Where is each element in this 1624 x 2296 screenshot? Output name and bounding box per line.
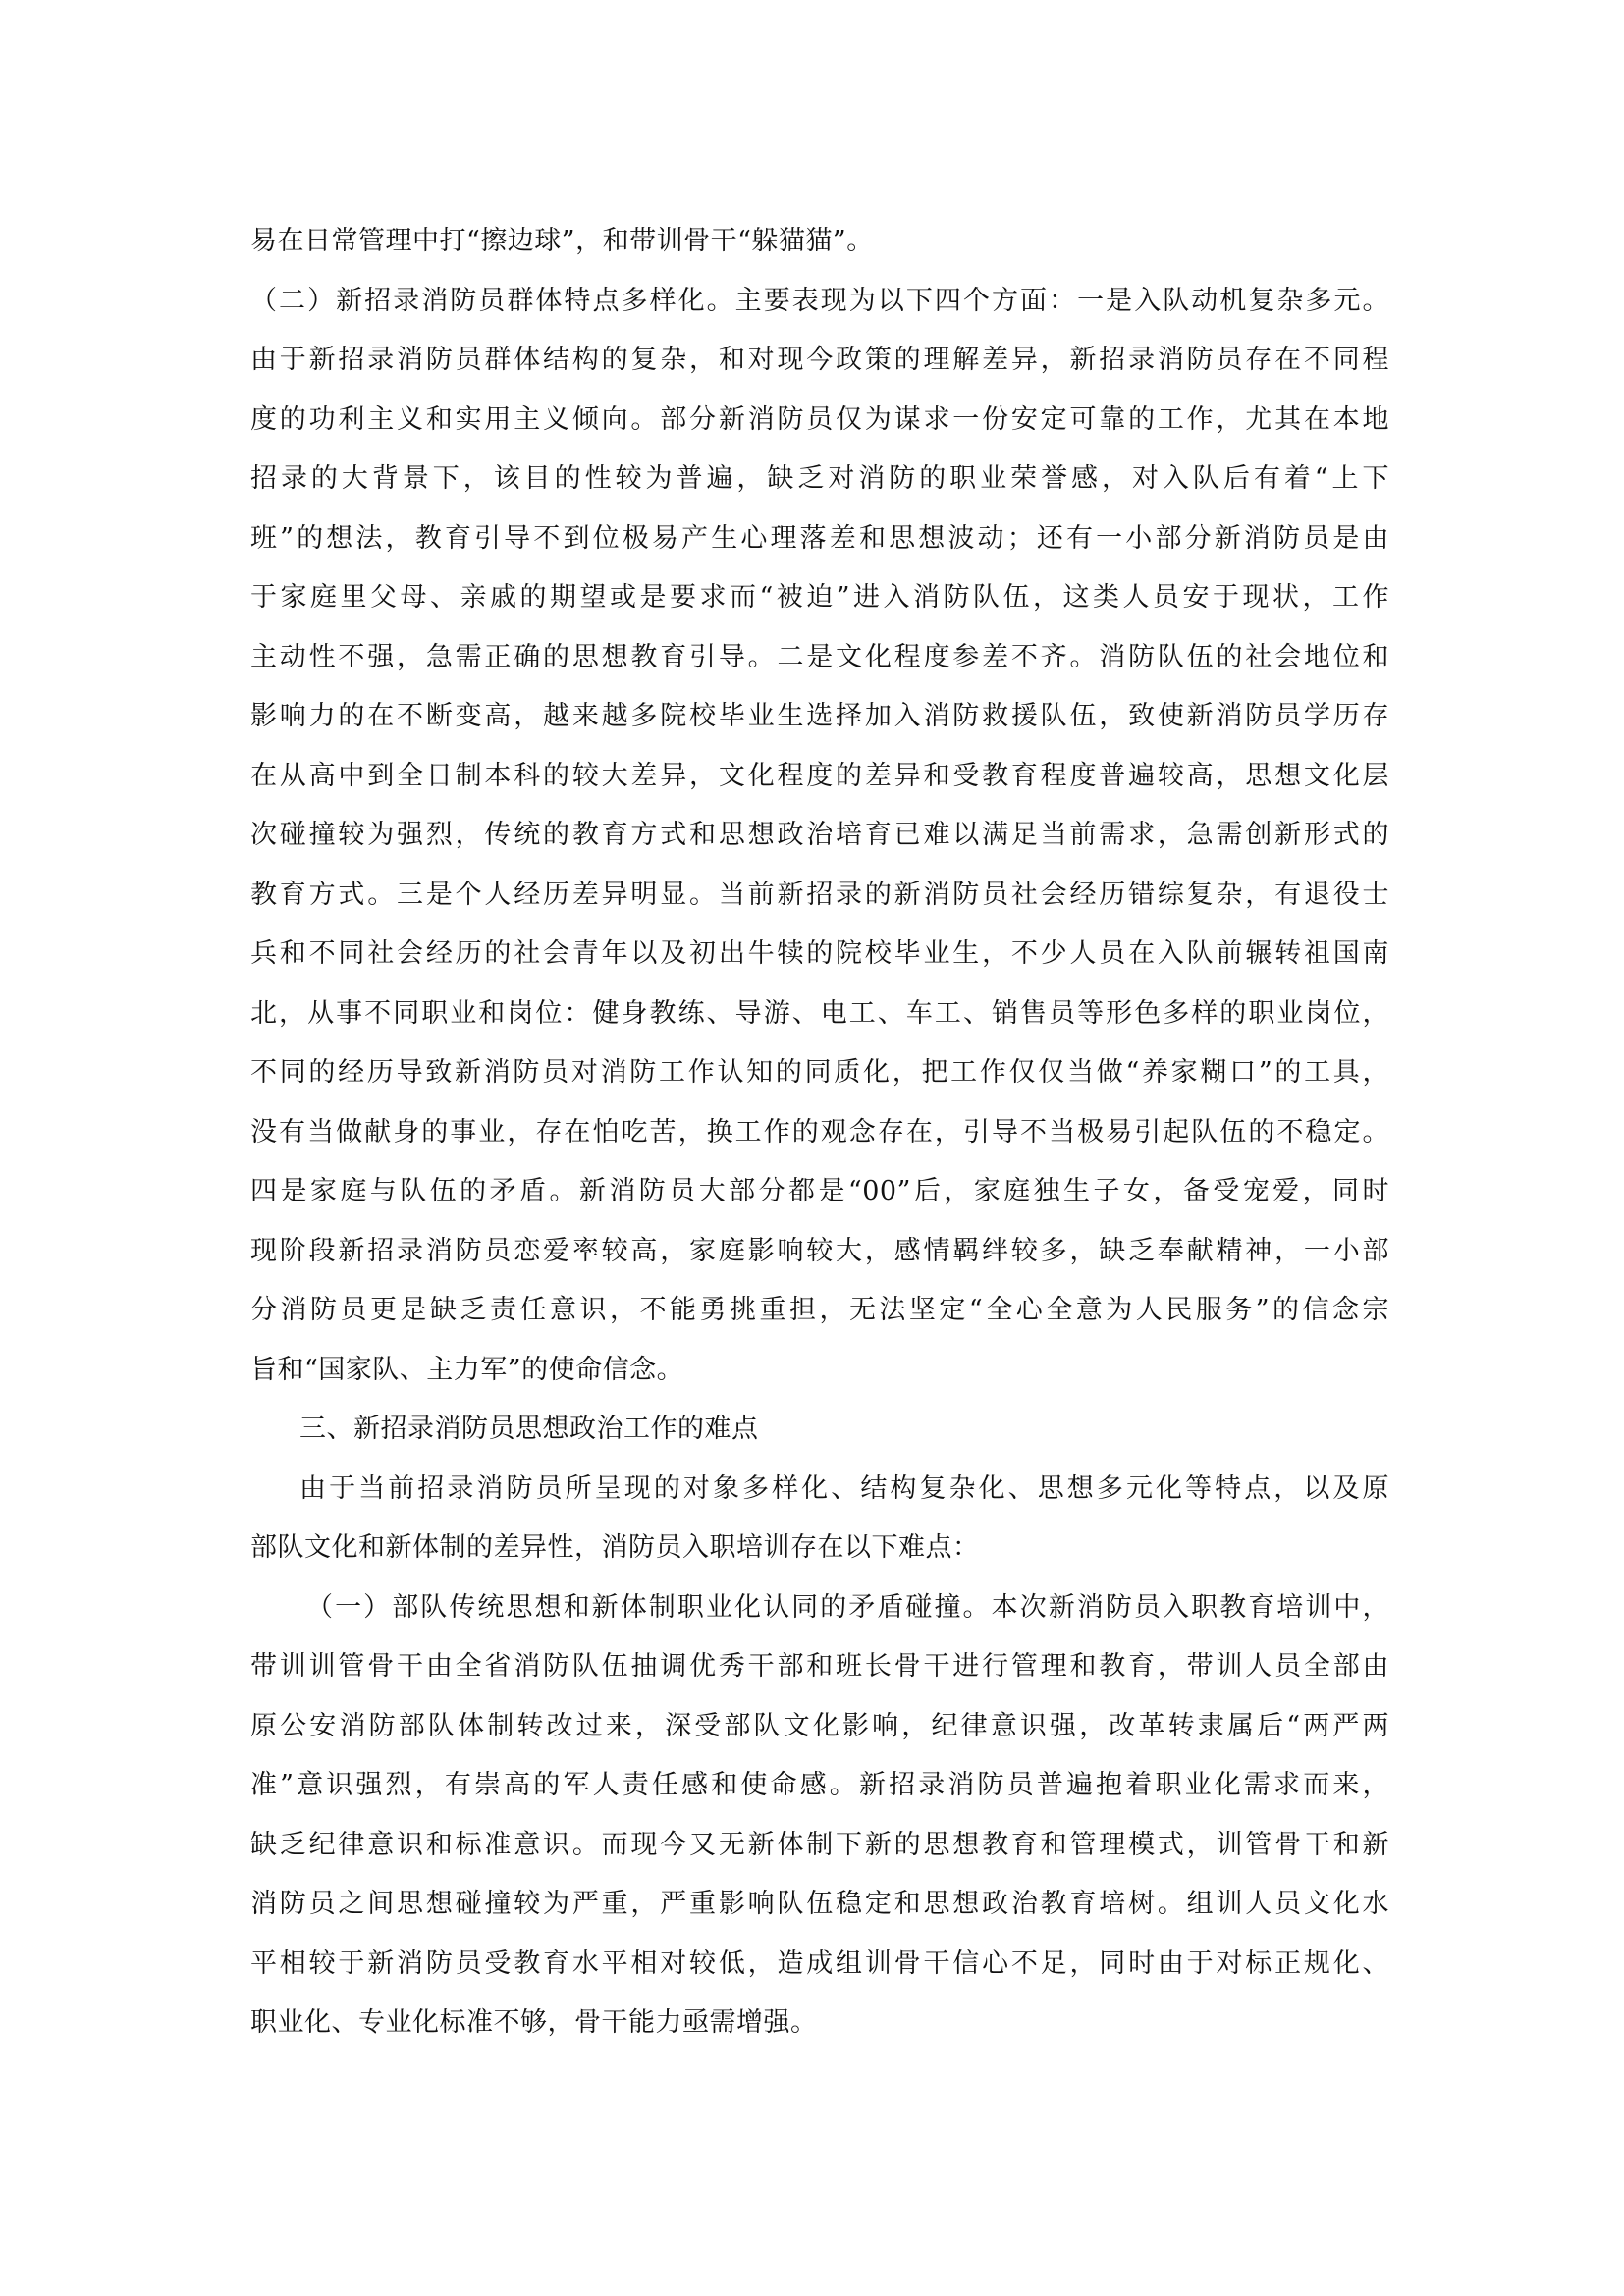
text-line: 现阶段新招录消防员恋爱率较高，家庭影响较大，感情羁绊较多，缺乏奉献精神，一小部 [250,1235,1389,1266]
text-line: 度的功利主义和实用主义倾向。部分新消防员仅为谋求一份安定可靠的工作，尤其在本地 [250,403,1389,435]
text-line: 招录的大背景下，该目的性较为普遍，缺乏对消防的职业荣誉感，对入队后有着“上下 [250,463,1389,494]
text-line: 部队文化和新体制的差异性，消防员入职培训存在以下难点： [250,1532,980,1563]
text-line: 北，从事不同职业和岗位：健身教练、导游、电工、车工、销售员等形色多样的职业岗位， [250,997,1389,1029]
text-line: （二）新招录消防员群体特点多样化。主要表现为以下四个方面：一是入队动机复杂多元。 [250,285,1389,316]
text-line: 缺乏纪律意识和标准意识。而现今又无新体制下新的思想教育和管理模式，训管骨干和新 [250,1829,1389,1860]
text-line: 兵和不同社会经历的社会青年以及初出牛犊的院校毕业生，不少人员在入队前辗转祖国南 [250,938,1389,969]
text-line: 准”意识强烈，有崇高的军人责任感和使命感。新招录消防员普遍抱着职业化需求而来， [250,1770,1389,1800]
text-line: 在从高中到全日制本科的较大差异，文化程度的差异和受教育程度普遍较高，思想文化层 [250,760,1389,791]
text-line: 于家庭里父母、亲戚的期望或是要求而“被迫”进入消防队伍，这类人员安于现状，工作 [250,582,1389,613]
text-line: 原公安消防部队体制转改过来，深受部队文化影响，纪律意识强，改革转隶属后“两严两 [250,1710,1389,1741]
text-line: 职业化、专业化标准不够，骨干能力亟需增强。 [250,2007,818,2038]
text-line: 主动性不强，急需正确的思想教育引导。二是文化程度参差不齐。消防队伍的社会地位和 [250,641,1389,672]
text-line: 易在日常管理中打“擦边球”，和带训骨干“躲猫猫”。 [250,226,874,256]
text-line: 四是家庭与队伍的矛盾。新消防员大部分都是“00”后，家庭独生子女，备受宠爱，同时 [250,1176,1389,1206]
text-line: 带训训管骨干由全省消防队伍抽调优秀干部和班长骨干进行管理和教育，带训人员全部由 [250,1651,1389,1682]
text-line: 影响力的在不断变高，越来越多院校毕业生选择加入消防救援队伍，致使新消防员学历存 [250,701,1389,731]
text-line: 平相较于新消防员受教育水平相对较低，造成组训骨干信心不足，同时由于对标正规化、 [250,1948,1389,1979]
text-line: 分消防员更是缺乏责任意识，不能勇挑重担，无法坚定“全心全意为人民服务”的信念宗 [250,1295,1389,1325]
text-line: 由于当前招录消防员所呈现的对象多样化、结构复杂化、思想多元化等特点，以及原 [299,1472,1389,1504]
document-body [250,212,1389,2054]
text-line: 由于新招录消防员群体结构的复杂，和对现今政策的理解差异，新招录消防员存在不同程 [250,345,1389,375]
section-heading: 三、新招录消防员思想政治工作的难点 [299,1414,759,1444]
text-line: 旨和“国家队、主力军”的使命信念。 [250,1354,684,1385]
text-line: 没有当做献身的事业，存在怕吃苦，换工作的观念存在，引导不当极易引起队伍的不稳定。 [250,1116,1389,1148]
text-line: 次碰撞较为强烈，传统的教育方式和思想政治培育已难以满足当前需求，急需创新形式的 [250,820,1389,850]
text-line: 不同的经历导致新消防员对消防工作认知的同质化，把工作仅仅当做“养家糊口”的工具， [250,1057,1389,1088]
text-line: 消防员之间思想碰撞较为严重，严重影响队伍稳定和思想政治教育培树。组训人员文化水 [250,1889,1389,1919]
text-line: （一）部队传统思想和新体制职业化认同的矛盾碰撞。本次新消防员入职教育培训中， [306,1591,1389,1623]
text-line: 教育方式。三是个人经历差异明显。当前新招录的新消防员社会经历错综复杂，有退役士 [250,879,1389,910]
text-line: 班”的想法，教育引导不到位极易产生心理落差和思想波动；还有一小部分新消防员是由 [250,522,1389,554]
